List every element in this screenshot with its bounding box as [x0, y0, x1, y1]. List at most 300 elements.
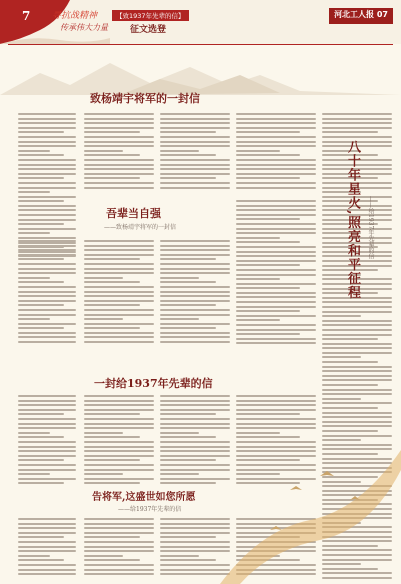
text-line	[18, 404, 76, 406]
text-line	[18, 473, 50, 475]
text-line	[160, 168, 230, 170]
text-line	[84, 569, 154, 571]
text-line	[160, 131, 216, 133]
text-line	[160, 136, 230, 138]
text-line	[18, 168, 76, 170]
text-line	[236, 283, 316, 285]
text-line	[322, 370, 392, 372]
text-line	[18, 272, 76, 274]
text-line	[160, 118, 230, 120]
text-line	[18, 240, 76, 242]
text-line	[322, 324, 392, 326]
text-line	[18, 318, 50, 320]
text-line	[84, 446, 154, 448]
side-article-title: 八十年星火,照亮和平征程	[345, 140, 360, 300]
text-line	[322, 131, 378, 133]
text-line	[84, 518, 154, 520]
text-line	[84, 336, 154, 338]
text-line	[236, 145, 316, 147]
text-line	[84, 427, 154, 429]
text-line	[236, 141, 316, 143]
text-line	[236, 324, 316, 326]
text-line	[18, 182, 76, 184]
text-line	[84, 341, 154, 343]
article-4-subtitle: ——给1937年先辈的信	[118, 506, 182, 513]
text-line	[18, 569, 76, 571]
text-line	[322, 118, 392, 120]
text-line	[18, 254, 76, 256]
text-line	[160, 286, 230, 288]
text-line	[18, 113, 76, 115]
text-line	[160, 295, 230, 297]
text-line	[236, 218, 300, 220]
text-line	[236, 237, 280, 239]
text-line	[18, 249, 76, 251]
text-line	[18, 228, 76, 230]
text-line	[236, 296, 316, 298]
text-line	[18, 446, 76, 448]
text-line	[18, 427, 76, 429]
text-line	[322, 311, 392, 313]
newspaper-masthead: 河北工人报 07	[329, 8, 393, 24]
text-line	[84, 432, 123, 434]
text-line	[236, 113, 316, 115]
text-line	[84, 263, 154, 265]
text-line	[322, 136, 392, 138]
text-line	[18, 536, 64, 538]
text-line	[18, 314, 76, 316]
text-line	[236, 173, 316, 175]
text-line	[18, 200, 64, 202]
text-line	[322, 356, 361, 358]
text-line	[84, 436, 140, 438]
text-line	[18, 518, 76, 520]
text-line	[18, 141, 76, 143]
text-line	[18, 327, 64, 329]
text-line	[236, 287, 300, 289]
text-line	[18, 277, 50, 279]
side-article-subtitle: ——给1937年先辈的信	[367, 196, 374, 260]
text-line	[18, 309, 76, 311]
text-line	[18, 482, 64, 484]
text-line	[84, 482, 140, 484]
text-line	[236, 182, 316, 184]
text-line	[84, 423, 154, 425]
text-line	[236, 301, 316, 303]
text-line	[236, 127, 316, 129]
text-line	[18, 173, 76, 175]
text-line	[236, 209, 316, 211]
text-line	[236, 131, 300, 133]
text-line	[84, 254, 154, 256]
text-line	[84, 532, 154, 534]
text-line	[18, 159, 76, 161]
text-line	[236, 241, 300, 243]
text-line	[160, 555, 199, 557]
article-4-title: 告将军,这盛世如您所愿	[92, 492, 196, 503]
text-line	[84, 555, 123, 557]
text-line	[236, 136, 316, 138]
article-2-subtitle: ——致杨靖宇将军的一封信	[104, 224, 177, 231]
text-line	[84, 473, 123, 475]
text-line	[236, 333, 300, 335]
text-line	[322, 113, 392, 115]
text-line	[18, 237, 76, 239]
text-line	[84, 295, 154, 297]
text-line	[236, 168, 316, 170]
text-line	[322, 306, 392, 308]
article-2-col-4	[236, 200, 316, 350]
text-line	[18, 559, 64, 561]
article-4-col-2	[84, 518, 154, 578]
text-line	[236, 315, 316, 317]
text-line	[160, 300, 230, 302]
text-line	[84, 240, 154, 242]
text-line	[18, 122, 76, 124]
text-line	[18, 205, 76, 207]
banner-tag: 【致1937年先辈的信】	[112, 10, 189, 21]
text-line	[160, 159, 230, 161]
text-line	[18, 469, 76, 471]
article-3-title: 一封给1937年先辈的信	[94, 377, 213, 390]
article-1-col-2	[84, 113, 154, 193]
text-line	[18, 341, 76, 343]
text-line	[18, 573, 76, 575]
text-line	[160, 187, 230, 189]
text-line	[84, 173, 154, 175]
banner-artwork	[0, 0, 140, 44]
text-line	[84, 404, 154, 406]
text-line	[84, 300, 154, 302]
text-line	[236, 118, 316, 120]
article-3-col-2	[84, 395, 154, 490]
text-line	[236, 306, 316, 308]
text-line	[18, 118, 76, 120]
text-line	[160, 164, 230, 166]
text-line	[18, 413, 64, 415]
text-line	[160, 113, 230, 115]
text-line	[84, 272, 154, 274]
text-line	[18, 436, 64, 438]
text-line	[18, 336, 76, 338]
text-line	[160, 245, 230, 247]
text-line	[84, 400, 154, 402]
text-line	[18, 164, 76, 166]
text-line	[236, 187, 316, 189]
svg-text:传承伟大力量: 传承伟大力量	[60, 23, 108, 32]
text-line	[160, 122, 230, 124]
page-number: 07	[376, 10, 388, 19]
text-line	[236, 278, 280, 280]
text-line	[18, 196, 76, 198]
text-line	[18, 127, 76, 129]
text-line	[322, 334, 392, 336]
text-line	[18, 323, 76, 325]
text-line	[84, 168, 154, 170]
text-line	[84, 281, 140, 283]
text-line	[84, 182, 154, 184]
article-1-col-4	[236, 113, 316, 193]
text-line	[18, 300, 76, 302]
text-line	[18, 232, 50, 234]
svg-text:7: 7	[22, 9, 31, 23]
text-line	[18, 268, 76, 270]
text-line	[18, 191, 50, 193]
text-line	[160, 263, 230, 265]
text-line	[18, 459, 64, 461]
text-line	[18, 187, 76, 189]
text-line	[84, 249, 154, 251]
text-line	[322, 320, 392, 322]
text-line	[236, 150, 280, 152]
text-line	[84, 177, 140, 179]
text-line	[236, 177, 300, 179]
article-4-col-1	[18, 518, 76, 578]
text-line	[84, 559, 140, 561]
text-line	[322, 347, 392, 349]
text-line	[322, 375, 392, 377]
bird-trail-illustration	[200, 380, 401, 584]
text-line	[18, 258, 64, 260]
text-line	[236, 292, 316, 294]
text-line	[160, 154, 216, 156]
text-line	[18, 332, 76, 334]
text-line	[322, 343, 392, 345]
text-line	[84, 478, 154, 480]
text-line	[84, 245, 154, 247]
article-1-col-3	[160, 113, 230, 193]
text-line	[160, 318, 199, 320]
text-line	[236, 251, 316, 253]
text-line	[236, 269, 316, 271]
text-line	[160, 291, 230, 293]
text-line	[160, 177, 216, 179]
text-line	[84, 564, 154, 566]
text-line	[84, 122, 154, 124]
text-line	[84, 527, 154, 529]
text-line	[160, 314, 230, 316]
text-line	[84, 327, 140, 329]
text-line	[160, 272, 230, 274]
text-line	[18, 177, 64, 179]
text-line	[84, 113, 154, 115]
text-line	[236, 154, 300, 156]
text-line	[160, 127, 230, 129]
text-line	[160, 240, 230, 242]
text-line	[160, 323, 230, 325]
text-line	[18, 400, 76, 402]
text-line	[84, 131, 140, 133]
text-line	[18, 432, 50, 434]
text-line	[160, 150, 199, 152]
text-line	[18, 295, 76, 297]
text-line	[18, 154, 64, 156]
text-line	[84, 291, 154, 293]
text-line	[18, 564, 76, 566]
text-line	[236, 255, 316, 257]
article-2-col-3	[160, 240, 230, 350]
text-line	[84, 150, 123, 152]
text-line	[236, 329, 316, 331]
text-line	[84, 286, 154, 288]
text-line	[84, 418, 154, 420]
text-line	[18, 245, 76, 247]
text-line	[18, 150, 50, 152]
text-line	[18, 395, 76, 397]
text-line	[18, 546, 76, 548]
text-line	[236, 338, 316, 340]
text-line	[18, 523, 76, 525]
text-line	[84, 314, 154, 316]
text-line	[160, 173, 230, 175]
text-line	[84, 309, 154, 311]
text-line	[322, 352, 392, 354]
text-line	[84, 464, 154, 466]
text-line	[18, 555, 50, 557]
text-line	[84, 323, 154, 325]
text-line	[18, 423, 76, 425]
text-line	[84, 136, 154, 138]
text-line	[160, 432, 199, 434]
text-line	[18, 145, 76, 147]
text-line	[18, 136, 76, 138]
text-line	[160, 277, 199, 279]
text-line	[236, 214, 316, 216]
text-line	[18, 464, 76, 466]
text-line	[84, 187, 154, 189]
text-line	[18, 455, 76, 457]
text-line	[18, 131, 64, 133]
article-2-col-2	[84, 240, 154, 350]
article-2-col-1	[18, 240, 76, 350]
text-line	[84, 258, 140, 260]
text-line	[322, 338, 378, 340]
mountain-illustration	[0, 45, 401, 95]
text-line	[236, 232, 316, 234]
text-line	[84, 332, 154, 334]
text-line	[160, 182, 230, 184]
text-line	[84, 164, 154, 166]
text-line	[84, 546, 154, 548]
text-line	[160, 258, 216, 260]
text-line	[236, 223, 316, 225]
text-line	[84, 459, 140, 461]
text-line	[84, 409, 154, 411]
text-line	[236, 228, 316, 230]
text-line	[18, 209, 76, 211]
text-line	[160, 249, 230, 251]
text-line	[160, 141, 230, 143]
text-line	[322, 361, 378, 363]
page-header	[0, 0, 401, 44]
text-line	[322, 315, 361, 317]
text-line	[84, 395, 154, 397]
text-line	[18, 418, 76, 420]
text-line	[236, 164, 316, 166]
text-line	[84, 154, 140, 156]
article-2-title: 吾辈当自强	[106, 207, 161, 220]
text-line	[236, 319, 280, 321]
article-3-col-1	[18, 395, 76, 490]
text-line	[160, 332, 230, 334]
text-line	[18, 450, 76, 452]
text-line	[236, 342, 316, 344]
text-line	[236, 260, 316, 262]
text-line	[322, 329, 392, 331]
text-line	[322, 366, 392, 368]
section-name: 征文选登	[130, 25, 167, 35]
text-line	[236, 246, 316, 248]
text-line	[18, 286, 76, 288]
text-line	[236, 200, 316, 202]
text-line	[18, 291, 76, 293]
text-line	[160, 254, 230, 256]
text-line	[84, 268, 154, 270]
text-line	[84, 573, 154, 575]
text-line	[84, 141, 154, 143]
text-line	[84, 469, 154, 471]
text-line	[160, 145, 230, 147]
text-line	[160, 268, 230, 270]
text-line	[18, 409, 76, 411]
text-line	[160, 304, 216, 306]
text-line	[84, 318, 123, 320]
text-line	[236, 310, 300, 312]
text-line	[84, 159, 154, 161]
text-line	[84, 536, 140, 538]
text-line	[84, 304, 140, 306]
text-line	[84, 127, 154, 129]
article-1-title: 致杨靖宇将军的一封信	[90, 92, 200, 105]
text-line	[18, 441, 76, 443]
text-line	[84, 541, 154, 543]
text-line	[84, 277, 123, 279]
text-line	[18, 304, 64, 306]
text-line	[84, 550, 154, 552]
text-line	[18, 478, 76, 480]
text-line	[18, 550, 76, 552]
text-line	[84, 523, 154, 525]
svg-text:寻抗战精神: 寻抗战精神	[52, 11, 98, 21]
text-line	[160, 281, 216, 283]
text-line	[84, 118, 154, 120]
text-line	[322, 301, 392, 303]
text-line	[18, 214, 76, 216]
text-line	[236, 264, 300, 266]
text-line	[84, 145, 154, 147]
text-line	[236, 205, 316, 207]
text-line	[160, 341, 230, 343]
text-line	[160, 473, 199, 475]
text-line	[322, 122, 392, 124]
text-line	[84, 441, 154, 443]
text-line	[236, 122, 316, 124]
text-line	[18, 219, 76, 221]
text-line	[236, 159, 316, 161]
text-line	[160, 327, 216, 329]
text-line	[18, 541, 76, 543]
text-line	[236, 274, 316, 276]
text-line	[18, 527, 76, 529]
text-line	[18, 223, 64, 225]
text-line	[322, 127, 392, 129]
text-line	[160, 336, 230, 338]
text-line	[18, 532, 76, 534]
text-line	[18, 281, 64, 283]
text-line	[84, 413, 140, 415]
text-line	[84, 450, 154, 452]
text-line	[84, 455, 154, 457]
